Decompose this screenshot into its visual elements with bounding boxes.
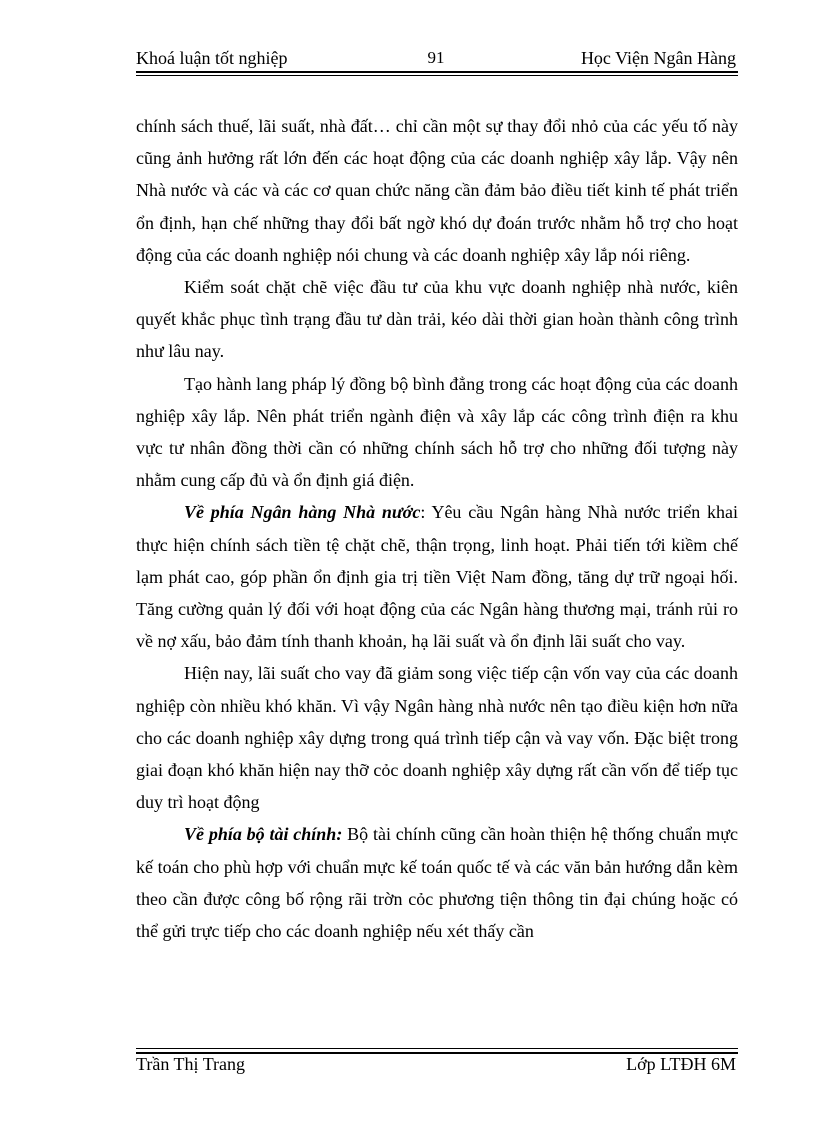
paragraph-3: [136, 368, 738, 497]
paragraph-4-text: : Yêu cầu Ngân hàng Nhà nước triển khai thực hiện chính sách tiền tệ chặt chẽ, thận trọng, linh hoạt. Phải tiến tới kiềm chế lạm phát cao, góp phần ổn định gia trị tiền Việt Nam đồng, tăng dự trữ ngoại hối. Tăng cường quản lý đối với hoạt động của các Ngân hàng thương mại, tránh rủi ro về nợ xấu, bảo đảm tính thanh khoản, hạ lãi suất và ổn định lãi suất cho vay.: [136, 502, 738, 652]
paragraph-4: [136, 496, 738, 657]
paragraph-6-heading: Về phía bộ tài chính:: [184, 824, 343, 845]
paragraph-3-text: Tạo hành lang pháp lý đồng bộ bình đẳng trong các hoạt động của các doanh nghiệp xây lắp. Nên phát triển ngành điện và xây lắp các công trình điện ra khu vực tư nhân đồng thời cần có những chính sách hỗ trợ cho những đối tượng này nhằm cung cấp đủ và ổn định giá điện.: [136, 373, 738, 491]
header-institution: Học Viện Ngân Hàng: [580, 48, 736, 68]
paragraph-5-text: Hiện nay, lãi suất cho vay đã giảm song việc tiếp cận vốn vay của các doanh nghiệp còn nhiều khó khăn. Vì vậy Ngân hàng nhà nước nên tạo điều kiện hơn nữa cho các doanh nghiệp xây dựng trong quá trình tiếp cận và vay vốn. Đặc biệt trong giai đoạn khó khăn hiện nay thỡ cỏc doanh nghiệp xây dựng rất cần vốn để tiếp tục duy trì hoạt động: [136, 663, 738, 813]
page-footer: [136, 1054, 736, 1080]
document-body: [136, 110, 738, 947]
footer-rule-thin: [136, 1048, 738, 1049]
paragraph-1: [136, 110, 738, 271]
header-rule-thin: [136, 75, 738, 76]
paragraph-6-text: Bộ tài chính cũng cần hoàn thiện hệ thống chuẩn mực kế toán cho phù hợp với chuẩn mực kế toán quốc tế và các văn bản hướng dẫn kèm theo cần được công bố rộng rãi trờn cỏc phương tiện thông tin đại chúng hoặc có thể gửi trực tiếp cho các doanh nghiệp nếu xét thấy cần: [136, 824, 738, 942]
header-rule-thick: [136, 71, 738, 73]
paragraph-4-heading: Về phía Ngân hàng Nhà nước: [184, 502, 421, 523]
page-header: [136, 46, 736, 72]
paragraph-2-text: Kiểm soát chặt chẽ việc đầu tư của khu vực doanh nghiệp nhà nước, kiên quyết khắc phục tình trạng đầu tư dàn trải, kéo dài thời gian hoàn thành công trình như lâu nay.: [136, 277, 738, 362]
header-thesis-label: Khoá luận tốt nghiệp: [136, 48, 288, 68]
paragraph-6: [136, 818, 738, 947]
paragraph-2: [136, 271, 738, 368]
paragraph-5: [136, 657, 738, 818]
paragraph-1-text: chính sách thuế, lãi suất, nhà đất… chỉ cần một sự thay đổi nhỏ của các yếu tố này cũng ảnh hưởng rất lớn đến các hoạt động của các doanh nghiệp xây lắp. Vậy nên Nhà nước và các và các cơ quan chức năng cần đảm bảo điều tiết kinh tế phát triển ổn định, hạn chế những thay đổi bất ngờ khó dự đoán trước nhằm hỗ trợ cho hoạt động của các doanh nghiệp nói chung và các doanh nghiệp xây lắp nói riêng.: [136, 116, 738, 265]
footer-author: Trần Thị Trang: [136, 1054, 246, 1074]
page-number: 91: [427, 48, 445, 67]
footer-class: Lớp LTĐH 6M: [626, 1054, 736, 1074]
